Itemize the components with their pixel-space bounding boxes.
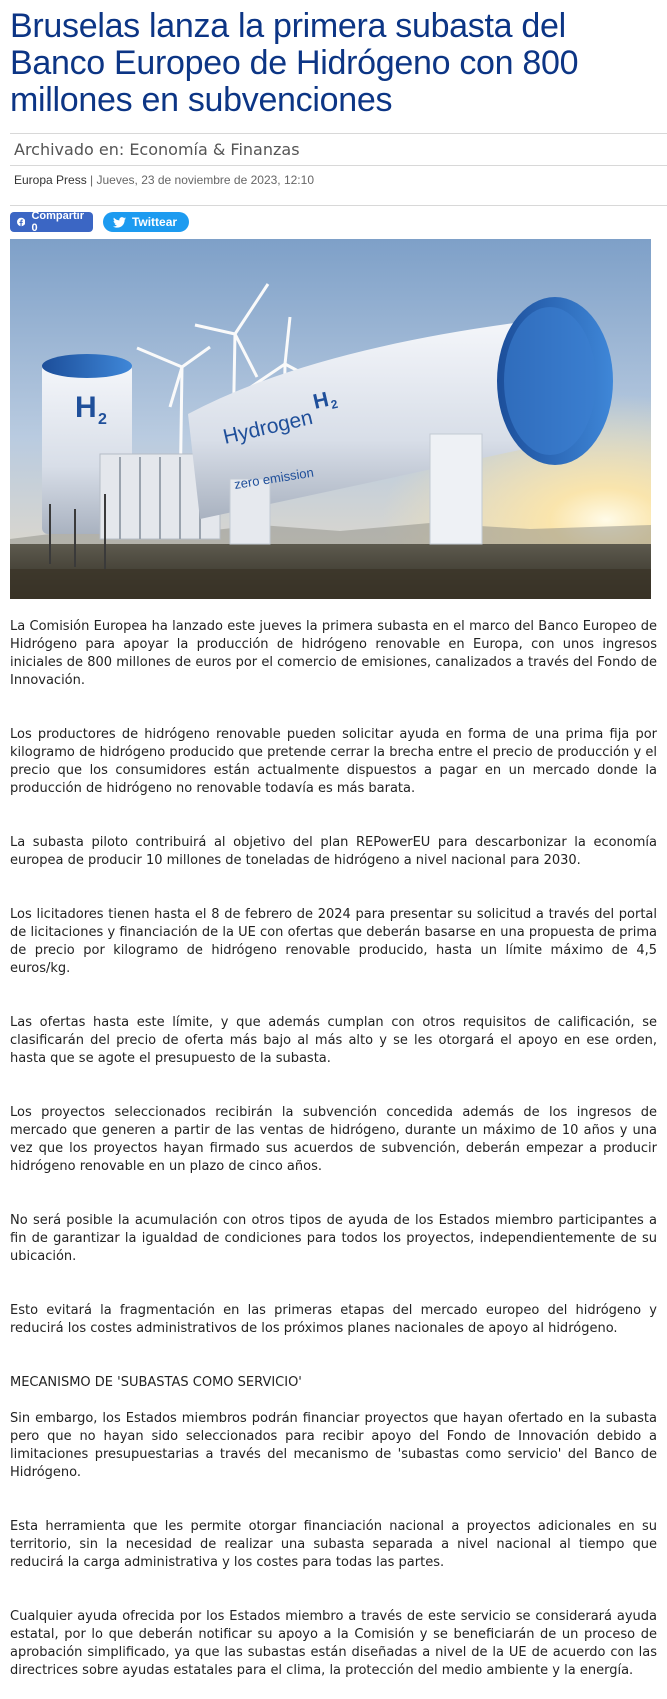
twitter-icon bbox=[113, 217, 126, 228]
emission-label: zero emission bbox=[233, 464, 315, 492]
divider bbox=[10, 205, 667, 206]
article-paragraph: Las ofertas hasta este límite, y que además cumplan con otros requisitos de calificación, se clasificarán del precio de oferta más bajo al más alto y se les otorgará el apoyo en ese orden, hasta que se agote el presupuesto de la subasta. bbox=[10, 1015, 657, 1066]
tank-subscript: 2 bbox=[329, 396, 340, 412]
tank-formula: H bbox=[310, 388, 331, 414]
article-paragraph: Los proyectos seleccionados recibirán la subvención concedida además de los ingresos de mercado que generen a partir de las ventas de hidrógeno, durante un máximo de 10 años y una vez que los proyectos hayan firmado sus acuerdos de subvención, deberán empezar a producir hidrógeno renovable en un plazo de cinco años. bbox=[10, 1105, 657, 1174]
article-paragraph: Los licitadores tienen hasta el 8 de febrero de 2024 para presentar su solicitud a través del portal de licitaciones y financiación de la UE con ofertas que deberán basarse en una propuesta de prima de precio por kilogramo de hidrógeno renovable producido, hasta un límite máximo de 4,5 euros/kg. bbox=[10, 907, 657, 976]
hero-image bbox=[10, 239, 651, 599]
divider bbox=[10, 133, 667, 134]
article-paragraph: Los productores de hidrógeno renovable pueden solicitar ayuda en forma de una prima fija por kilogramo de hidrógeno producido que pretende cerrar la brecha entre el precio de producción y el precio que los consumidores están actualmente dispuestos a pagar en un mercado donde la producción de hidrógeno no renovable todavía es más barata. bbox=[10, 727, 657, 796]
divider bbox=[10, 165, 667, 166]
hydrogen-plant-illustration bbox=[10, 239, 651, 599]
facebook-share-button[interactable] bbox=[10, 212, 93, 232]
small-tank-subscript: 2 bbox=[98, 411, 107, 428]
article-paragraph: La subasta piloto contribuirá al objetivo del plan REPowerEU para descarbonizar la economía europea de producir 10 millones de toneladas de hidrógeno a nivel nacional para 2030. bbox=[10, 835, 657, 868]
tweet-label: Twittear bbox=[131, 215, 178, 229]
article-body bbox=[10, 618, 657, 1680]
byline-separator: | bbox=[86, 173, 97, 187]
article-paragraph: Esta herramienta que les permite otorgar financiación nacional a proyectos adicionales en su territorio, sin la necesidad de realizar una subasta separada a nivel nacional al tiempo que reducirá la carga administrativa y los costes para todas las partes. bbox=[10, 1519, 657, 1570]
article-paragraph: La Comisión Europea ha lanzado este jueves la primera subasta en el marco del Banco Europeo de Hidrógeno para apoyar la producción de hidrógeno renovable en Europa, con unos ingresos iniciales de 800 millones de euros por el comercio de emisiones, canalizados a través del Fondo de Innovación. bbox=[10, 619, 657, 688]
share-label: Compartir 0 bbox=[31, 210, 84, 234]
article-paragraph: Esto evitará la fragmentación en las primeras etapas del mercado europeo del hidrógeno y reducirá los costes administrativos de los próximos planes nacionales de apoyo al hidrógeno. bbox=[10, 1303, 657, 1336]
article-paragraph: Sin embargo, los Estados miembros podrán financiar proyectos que hayan ofertado en la subasta pero que no hayan sido seleccionados para recibir apoyo del Fondo de Innovación debido a limitaciones presupuestarias a través del mecanismo de 'subastas como servicio' del Banco de Hidrógeno. bbox=[10, 1411, 657, 1480]
facebook-icon bbox=[17, 216, 25, 228]
section-heading: MECANISMO DE 'SUBASTAS COMO SERVICIO' bbox=[10, 1375, 302, 1390]
archived-category[interactable]: Archivado en: Economía & Finanzas bbox=[14, 140, 300, 159]
article-paragraph: Cualquier ayuda ofrecida por los Estados miembro a través de este servicio se considerará ayuda estatal, por lo que deberán notificar su apoyo a la Comisión y se beneficiarán de un proceso de aprobación simplificado, ya que las subastas están diseñadas a nivel de la UE de acuerdo con las directrices sobre ayudas estatales para el clima, la protección del medio ambiente y la energía. bbox=[10, 1609, 657, 1678]
article-page bbox=[10, 0, 657, 1678]
article-title: Bruselas lanza la primera subasta del Banco Europeo de Hidrógeno con 800 millones en subvenciones bbox=[10, 7, 579, 119]
article-paragraph: No será posible la acumulación con otros tipos de ayuda de los Estados miembro participantes a fin de garantizar la igualdad de condiciones para todos los proyectos, independientemente de su ubicación. bbox=[10, 1213, 657, 1264]
byline-date: Jueves, 23 de noviembre de 2023, 12:10 bbox=[96, 173, 314, 187]
tank-label: Hydrogen bbox=[220, 405, 315, 449]
social-buttons bbox=[10, 212, 189, 232]
tweet-button[interactable] bbox=[103, 212, 189, 232]
byline bbox=[14, 173, 314, 187]
byline-source: Europa Press bbox=[14, 173, 87, 187]
small-tank-formula: H bbox=[75, 391, 97, 424]
